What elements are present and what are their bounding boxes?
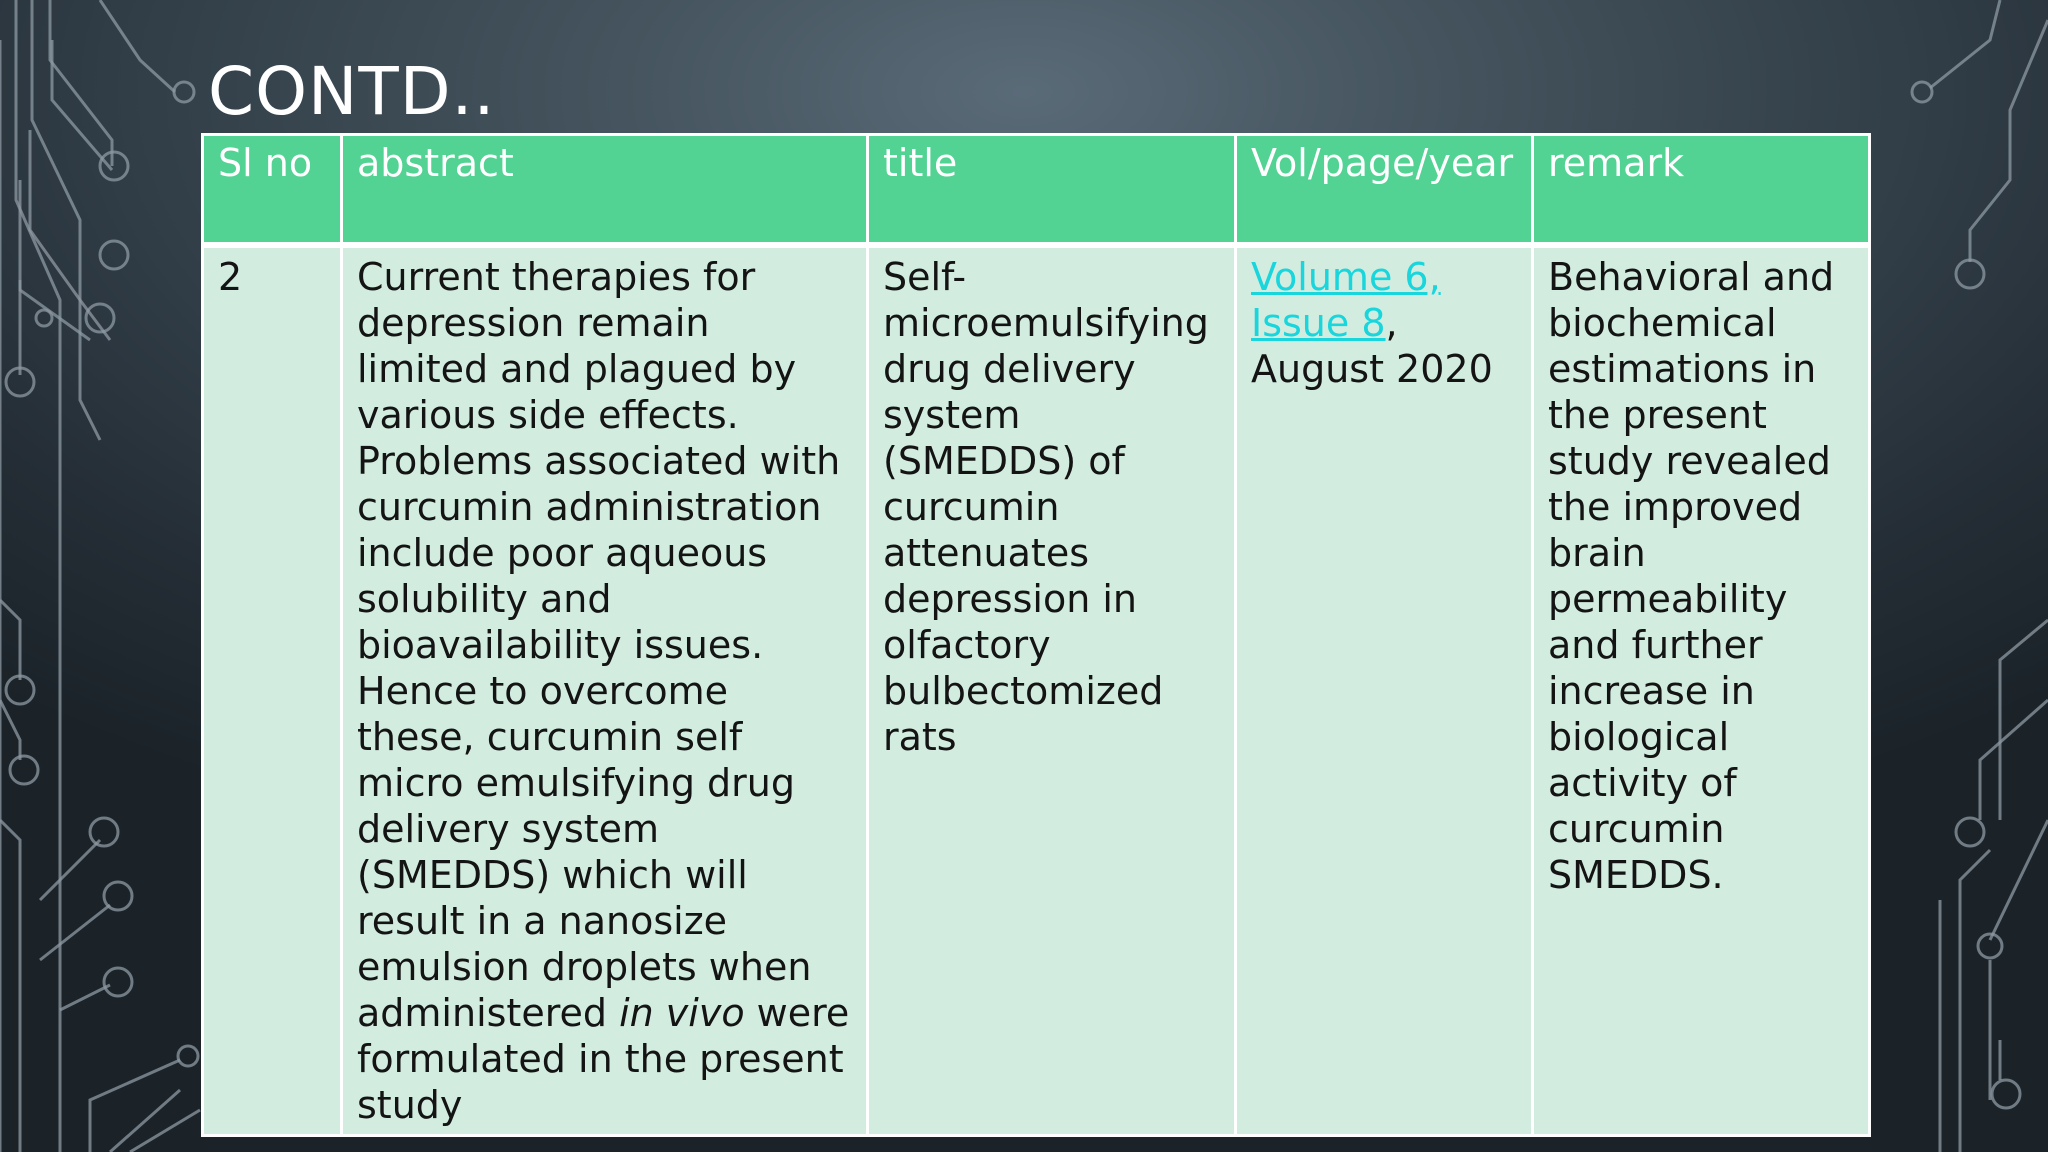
abstract-italic-text: in vivo [619, 991, 745, 1035]
cell-abstract [342, 245, 868, 1136]
cell-sl-no: 2 [203, 245, 342, 1136]
header-vol-page-year: Vol/page/year [1236, 135, 1533, 246]
header-title: title [868, 135, 1236, 246]
cell-title: Self-microemulsifying drug delivery system (SMEDDS) of curcumin attenuates depression in olfactory bulbectomized rats [868, 245, 1236, 1136]
volume-date-text: , August 2020 [1251, 301, 1493, 391]
header-abstract: abstract [342, 135, 868, 246]
cell-vol-page-year [1236, 245, 1533, 1136]
volume-issue-link[interactable]: Volume 6, Issue 8 [1251, 255, 1441, 345]
header-remark: remark [1533, 135, 1870, 246]
cell-remark: Behavioral and biochemical estimations in the present study revealed the improved brain permeability and further increase in biological activity of curcumin SMEDDS. [1533, 245, 1870, 1136]
table-header-row [203, 135, 1870, 246]
abstract-text-end: were formulated in the present study [357, 991, 850, 1127]
table-row [203, 245, 1870, 1136]
header-sl-no: Sl no [203, 135, 342, 246]
literature-table [201, 133, 1871, 1137]
slide-title: CONTD.. [208, 53, 496, 130]
abstract-text: Current therapies for depression remain limited and plagued by various side effects. Problems associated with curcumin administration include poor aqueous solubility and bioavailability issues. Hence to overcome these, curcumin self micro emulsifying drug delivery system (SMEDDS) which will result in a nanosize emulsion droplets when administered [357, 255, 841, 1035]
